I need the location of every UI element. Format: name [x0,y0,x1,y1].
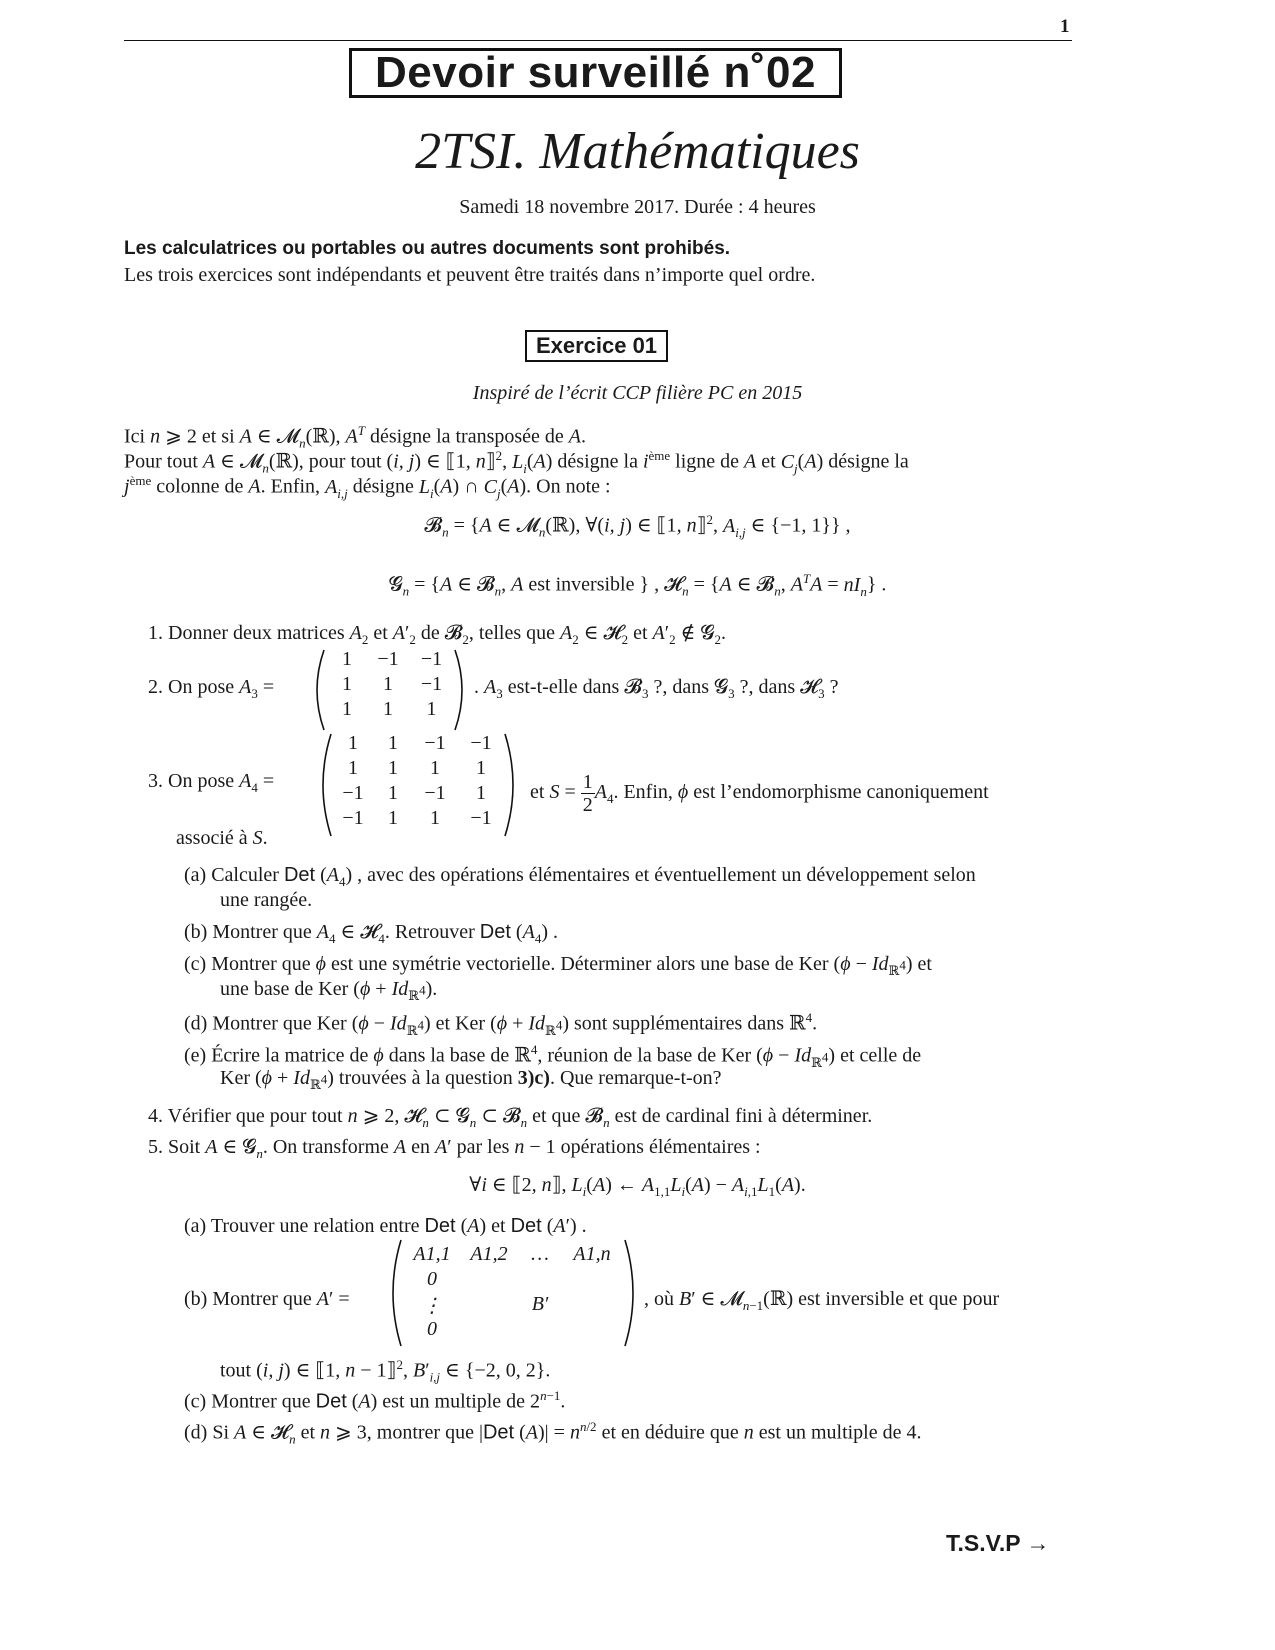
matrix-Aprime-cell: A1,n [573,1243,611,1265]
matrix-A3-cell: 1 [342,673,352,695]
question-5a: (a) Trouver une relation entre Det (A) et Det (A′) . [184,1215,587,1237]
question-5-operation: ∀i ∈ ⟦2, n⟧, $L_i(A)$ ← $A_{1,1}L_i(A) - A_{i,1}L_1(A)$. [469,1174,806,1199]
matrix-Aprime-cell [518,1318,562,1343]
subtitle: 2TSI. Mathématiques [415,123,860,180]
question-5b-line-2: tout (i, j) ∈ ⟦1, n − 1⟧$^2$, $B'_{i,j}$ ∈ {−2, 0, 2}. [220,1357,551,1385]
matrix-Aprime-cell: B′ [531,1293,549,1315]
intro-text: Les trois exercices sont indépendants et peuvent être traités dans n’importe quel ordre. [124,264,816,286]
preamble-line-3: $j^{ème}$ colonne de A. Enfin, $A_{i,j}$ désigne $L_i(A)$ ∩ $C_j(A)$. On note : [124,473,611,501]
page-number: 1 [1060,16,1070,37]
matrix-Aprime-cell [460,1293,518,1318]
matrix-A4-cell: 1 [348,757,358,779]
warning-text: Les calculatrices ou portables ou autres documents sont prohibés. [124,238,731,259]
matrix-Aprime-cell [562,1318,622,1343]
question-3-line-2: associé à S. [176,827,268,849]
matrix-A4-cell: 1 [388,757,398,779]
question-3b: (b) Montrer que $A_4$ ∈ 𝓗$_4$. Retrouver Det $(A_4)$ . [184,921,558,946]
question-3e: (e) Écrire la matrice de ϕ dans la base de ℝ$^4$, réunion de la base de Ker $(\phi - Id_{ℝ^4})$ et celle de [184,1042,922,1070]
question-3-suffix: et S = $\frac{1}{2}$ $A_4$. Enfin, ϕ est l’endomorphisme canoniquement [530,771,989,816]
exercise-source: Inspiré de l’écrit CCP filière PC en 2015 [472,382,803,404]
matrix-A4 [318,732,518,838]
matrix-A3-cell: 1 [342,648,352,670]
question-2-prefix: 2. On pose $A_3$ = [148,676,275,701]
matrix-A3 [312,648,467,732]
matrix-A4-cell: 1 [348,732,358,754]
matrix-A4-cell: 1 [476,757,486,779]
date-line: Samedi 18 novembre 2017. Durée : 4 heures [459,196,816,218]
def-Bn: 𝓑$_n$ = {A ∈ 𝓜$_n$(ℝ), ∀(i, j) ∈ ⟦1, n⟧$^2$, $A_{i,j}$ ∈ {−1, 1}} , [424,512,851,540]
question-5b-suffix: , où B′ ∈ 𝓜$_{n-1}$(ℝ) est inversible et que pour [644,1288,1000,1313]
matrix-A4-cell: 1 [430,807,440,829]
question-4: 4. Vérifier que pour tout n ⩾ 2, 𝓗$_n$ ⊂ 𝓖$_n$ ⊂ 𝓑$_n$ et que 𝓑$_n$ est de cardinal fini à déterminer. [148,1105,873,1130]
matrix-Aprime-cell: ⋮ [422,1295,442,1317]
matrix-A3-cell: 1 [383,673,393,695]
matrix-A3-cell: −1 [377,648,399,670]
matrix-A4-cell: −1 [424,782,446,804]
question-3-prefix: 3. On pose $A_4$ = [148,770,275,795]
matrix-A4-cell: −1 [342,782,364,804]
matrix-A4-cell: 1 [388,782,398,804]
question-5: 5. Soit A ∈ 𝓖$_n$. On transforme A en A′ par les n − 1 opérations élémentaires : [148,1136,761,1161]
question-1: 1. Donner deux matrices $A_2$ et $A'_2$ de 𝓑$_2$, telles que $A_2$ ∈ 𝓗$_2$ et $A'_2$ ∉ 𝓖$_2$. [148,622,726,647]
matrix-Aprime [388,1238,638,1348]
title-box [349,48,842,98]
question-5b-prefix: (b) Montrer que A′ = [184,1288,350,1310]
matrix-A4-cell: −1 [342,807,364,829]
header-rule [124,40,1072,41]
matrix-A4-cells [332,732,504,832]
matrix-Aprime-cell: 0 [427,1318,437,1340]
matrix-A3-cell: 1 [383,698,393,720]
matrix-A3-cell: 1 [426,698,437,720]
preamble-line-2: Pour tout A ∈ 𝓜$_n$(ℝ), pour tout (i, j) ∈ ⟦1, n⟧$^2$, $L_i(A)$ désigne la $i^{ème}$ ligne de A et $C_j(A)$ désigne la [124,448,909,476]
matrix-Aprime-cell: 0 [427,1268,437,1290]
matrix-A3-cell: −1 [420,648,443,670]
matrix-Aprime-cells [404,1243,622,1343]
matrix-A3-cell: 1 [342,698,352,720]
question-3a-line-2: une rangée. [220,889,313,911]
question-3d: (d) Montrer que Ker $(\phi - Id_{ℝ^4})$ et Ker $(\phi + Id_{ℝ^4})$ sont supplémentaires dans ℝ$^4$. [184,1010,818,1038]
question-3c-line-2: une base de Ker $(\phi + Id_{ℝ^4})$. [220,978,438,1003]
exercise-label: Exercice 01 [535,333,658,358]
matrix-Aprime-cell [562,1268,622,1293]
matrix-A4-cell: 1 [388,732,398,754]
exercise-box [525,330,668,362]
matrix-A4-cell: −1 [470,732,492,754]
matrix-A4-cell: 1 [388,807,398,829]
matrix-Aprime-cell: A1,2 [470,1243,508,1265]
question-3e-line-2: Ker $(\phi + Id_{ℝ^4})$ trouvées à la question 3)c). Que remarque-t-on? [220,1067,722,1092]
matrix-A4-cell: −1 [470,807,492,829]
def-Gn-Hn: 𝓖$_n$ = {A ∈ 𝓑$_n$, A est inversible } , 𝓗$_n$ = {A ∈ 𝓑$_n$, $A^TA = nI_n$} . [388,571,887,599]
preamble-line-1: Ici n ⩾ 2 et si A ∈ 𝓜$_n$(ℝ), $A^T$ désigne la transposée de A. [124,423,587,451]
matrix-Aprime-cell: A1,1 [413,1243,451,1265]
matrix-Aprime-cell [460,1318,518,1343]
footer-tsvp: T.S.V.P → [946,1530,1050,1556]
matrix-Aprime-cell [518,1268,562,1293]
matrix-A4-cell: 1 [430,757,440,779]
matrix-Aprime-cell: … [531,1243,549,1265]
matrix-Aprime-cell [562,1293,622,1318]
question-5c: (c) Montrer que Det (A) est un multiple de $2^{n-1}$. [184,1388,566,1413]
question-2-suffix: . $A_3$ est-t-elle dans 𝓑$_3$ ?, dans 𝓖$_3$ ?, dans 𝓗$_3$ ? [474,676,839,701]
page-title: Devoir surveillé n˚02 [375,48,816,97]
matrix-A3-cell: −1 [420,673,443,695]
question-3c: (c) Montrer que ϕ est une symétrie vectorielle. Déterminer alors une base de Ker $(\phi - Id_{ℝ^4})$ et [184,953,932,978]
matrix-A4-cell: −1 [424,732,446,754]
matrix-A4-cell: 1 [476,782,486,804]
matrix-Aprime-cell [460,1268,518,1293]
question-3a: (a) Calculer Det $(A_4)$ , avec des opérations élémentaires et éventuellement un développement selon [184,864,976,889]
matrix-A3-cells [328,648,453,723]
question-5d: (d) Si A ∈ 𝓗$_n$ et n ⩾ 3, montrer que |Det $(A)| = n^{n/2}$ et en déduire que n est un multiple de 4. [184,1419,922,1447]
